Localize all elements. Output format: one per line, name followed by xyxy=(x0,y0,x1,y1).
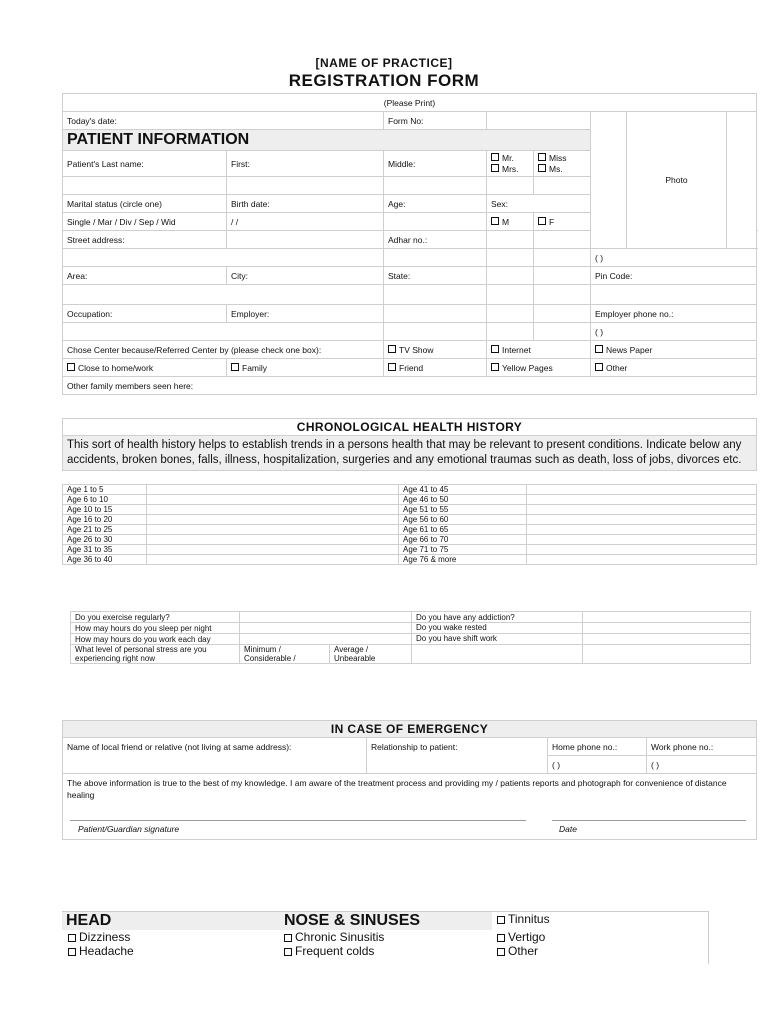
area-label[interactable]: Area: xyxy=(63,267,227,285)
marital-label: Marital status (circle one) xyxy=(63,195,227,213)
news-option[interactable]: News Paper xyxy=(591,341,757,359)
home-phone-field[interactable]: ( ) xyxy=(591,249,757,267)
age-field[interactable] xyxy=(527,525,757,535)
addiction-question: Do you have any addiction? xyxy=(412,612,583,623)
head-title: HEAD xyxy=(62,912,280,930)
friend-name-label[interactable]: Name of local friend or relative (not living at same address): xyxy=(63,738,367,774)
chose-center-label: Chose Center because/Referred Center by (please check one box): xyxy=(63,341,384,359)
chronic-sinusitis-option[interactable]: Chronic Sinusitis xyxy=(280,930,492,944)
first-name-label[interactable]: First: xyxy=(227,151,384,177)
shift-answer[interactable] xyxy=(583,634,751,645)
age-field[interactable] xyxy=(147,505,399,515)
age-field[interactable] xyxy=(527,485,757,495)
age-label: Age 56 to 60 xyxy=(399,515,527,525)
photo-margin xyxy=(591,112,627,249)
title-options-1[interactable]: Mr. Mrs. xyxy=(487,151,534,177)
stress-option-1[interactable]: Minimum / Considerable / xyxy=(240,645,330,664)
close-home-option[interactable]: Close to home/work xyxy=(63,359,227,377)
emergency-title: IN CASE OF EMERGENCY xyxy=(63,721,757,738)
age-label: Age 46 to 50 xyxy=(399,495,527,505)
work-question: How may hours do you work each day xyxy=(71,634,240,645)
nose-section xyxy=(280,912,492,958)
sex-label: Sex: xyxy=(487,195,591,213)
stress-question: What level of personal stress are you experiencing right now xyxy=(71,645,240,664)
other-option[interactable]: Other xyxy=(591,359,757,377)
sleep-answer[interactable] xyxy=(240,623,412,634)
employer-label[interactable]: Employer: xyxy=(227,305,384,323)
form-no-label[interactable]: Form No: xyxy=(384,112,487,130)
other-symptom-option[interactable]: Other xyxy=(497,944,707,958)
family-option[interactable]: Family xyxy=(227,359,384,377)
blank-cell[interactable] xyxy=(63,177,227,195)
mrs-checkbox[interactable] xyxy=(491,164,499,172)
age-field[interactable] xyxy=(527,535,757,545)
dizziness-option[interactable]: Dizziness xyxy=(62,930,280,944)
chronic-sinusitis-checkbox[interactable] xyxy=(284,934,292,942)
patient-info-heading: PATIENT INFORMATION xyxy=(63,130,591,151)
history-table xyxy=(62,418,757,471)
other-symptom-checkbox[interactable] xyxy=(497,948,505,956)
family-checkbox[interactable] xyxy=(231,363,239,371)
age-label: Age 76 & more xyxy=(399,555,527,565)
emergency-work-phone-label: Work phone no.: xyxy=(647,738,757,756)
yellow-pages-option[interactable]: Yellow Pages xyxy=(487,359,591,377)
declaration-text: The above information is true to the best of my knowledge. I am aware of the treatment process and providing my / patients reports and photograph for convenience of distance healing xyxy=(67,778,727,800)
emergency-table xyxy=(62,720,757,840)
employer-phone-label[interactable]: Employer phone no.: xyxy=(591,305,757,323)
emergency-home-phone-field[interactable]: ( ) xyxy=(548,756,647,774)
state-label[interactable]: State: xyxy=(384,267,487,285)
age-field[interactable] xyxy=(147,555,399,565)
nose-title: NOSE & SINUSES xyxy=(280,912,492,930)
sex-f-option[interactable]: F xyxy=(534,213,591,231)
frequent-colds-checkbox[interactable] xyxy=(284,948,292,956)
print-note: (Please Print) xyxy=(63,94,757,112)
age-field[interactable] xyxy=(527,505,757,515)
age-label: Age 71 to 75 xyxy=(399,545,527,555)
tinnitus-checkbox[interactable] xyxy=(497,916,505,924)
photo-right-margin xyxy=(727,112,757,249)
sex-f-checkbox[interactable] xyxy=(538,217,546,225)
history-title: CHRONOLOGICAL HEALTH HISTORY xyxy=(63,419,757,436)
age-field[interactable] xyxy=(147,535,399,545)
miss-checkbox[interactable] xyxy=(538,153,546,161)
middle-name-label[interactable]: Middle: xyxy=(384,151,487,177)
vertigo-option[interactable]: Vertigo xyxy=(497,930,707,944)
birth-date-label[interactable]: Birth date: xyxy=(227,195,384,213)
friend-checkbox[interactable] xyxy=(388,363,396,371)
form-no-field[interactable] xyxy=(487,112,591,130)
frequent-colds-option[interactable]: Frequent colds xyxy=(280,944,492,958)
photo-label: Photo xyxy=(665,175,688,185)
pin-code-label[interactable]: Pin Code: xyxy=(591,267,757,285)
friend-option[interactable]: Friend xyxy=(384,359,487,377)
ms-checkbox[interactable] xyxy=(538,164,546,172)
age-grid xyxy=(62,484,757,565)
age-label: Age 41 to 45 xyxy=(399,485,527,495)
internet-checkbox[interactable] xyxy=(491,345,499,353)
internet-option[interactable]: Internet xyxy=(487,341,591,359)
sex-m-checkbox[interactable] xyxy=(491,217,499,225)
date-line[interactable] xyxy=(552,820,746,821)
history-description: This sort of health history helps to establish trends in a persons health that may be relevant to present conditions. Indicate below any accidents, broken bones, falls, illness, hospitalization, surgeries and any emotional traumas such as death, loss of jobs, divorces etc. xyxy=(63,436,757,471)
age-field[interactable] xyxy=(147,495,399,505)
age-field[interactable] xyxy=(527,515,757,525)
news-checkbox[interactable] xyxy=(595,345,603,353)
marital-options[interactable]: Single / Mar / Div / Sep / Wid xyxy=(63,213,227,231)
occupation-label[interactable]: Occupation: xyxy=(63,305,227,323)
tinnitus-option[interactable]: Tinnitus xyxy=(497,912,707,930)
date-label: Date xyxy=(559,824,577,834)
patient-info-table xyxy=(62,93,757,395)
yellow-pages-checkbox[interactable] xyxy=(491,363,499,371)
birth-date-field[interactable]: / / xyxy=(227,213,384,231)
headache-checkbox[interactable] xyxy=(68,948,76,956)
sex-m-option[interactable]: M xyxy=(487,213,534,231)
dizziness-checkbox[interactable] xyxy=(68,934,76,942)
tv-checkbox[interactable] xyxy=(388,345,396,353)
photo-box[interactable] xyxy=(627,112,727,249)
city-label[interactable]: City: xyxy=(227,267,384,285)
title-options-2[interactable]: Miss Ms. xyxy=(534,151,591,177)
signature-label: Patient/Guardian signature xyxy=(78,824,180,834)
other-checkbox[interactable] xyxy=(595,363,603,371)
head-section xyxy=(62,912,280,958)
addiction-answer[interactable] xyxy=(583,612,751,623)
employer-phone-field[interactable]: ( ) xyxy=(591,323,757,341)
age-label: Age 66 to 70 xyxy=(399,535,527,545)
age-label: Age 10 to 15 xyxy=(63,505,147,515)
age-label: Age 16 to 20 xyxy=(63,515,147,525)
age-label: Age 51 to 55 xyxy=(399,505,527,515)
practice-name: [NAME OF PRACTICE] xyxy=(315,56,453,70)
other-family-label[interactable]: Other family members seen here: xyxy=(63,377,757,395)
work-answer[interactable] xyxy=(240,634,412,645)
age-label: Age 21 to 25 xyxy=(63,525,147,535)
close-home-checkbox[interactable] xyxy=(67,363,75,371)
sleep-question: How may hours do you sleep per night xyxy=(71,623,240,634)
age-field[interactable] xyxy=(527,555,757,565)
relationship-label[interactable]: Relationship to patient: xyxy=(367,738,548,774)
headache-option[interactable]: Headache xyxy=(62,944,280,958)
age-field[interactable] xyxy=(527,495,757,505)
age-field[interactable] xyxy=(147,485,399,495)
age-field[interactable] xyxy=(147,525,399,535)
age-label: Age 6 to 10 xyxy=(63,495,147,505)
form-title: REGISTRATION FORM xyxy=(288,71,480,90)
age-label: Age 1 to 5 xyxy=(63,485,147,495)
wake-question: Do you wake rested xyxy=(412,623,583,634)
emergency-home-phone-label: Home phone no.: xyxy=(548,738,647,756)
vertigo-checkbox[interactable] xyxy=(497,934,505,942)
lifestyle-table xyxy=(70,611,751,664)
age-field[interactable] xyxy=(527,545,757,555)
age-label: Age 61 to 65 xyxy=(399,525,527,535)
emergency-work-phone-field[interactable]: ( ) xyxy=(647,756,757,774)
stress-option-2[interactable]: Average / Unbearable xyxy=(330,645,412,664)
ear-section xyxy=(497,912,707,958)
wake-answer[interactable] xyxy=(583,623,751,634)
signature-line[interactable] xyxy=(70,820,526,821)
exercise-question: Do you exercise regularly? xyxy=(71,612,240,623)
age-label[interactable]: Age: xyxy=(384,195,487,213)
age-field[interactable] xyxy=(384,213,487,231)
mr-checkbox[interactable] xyxy=(491,153,499,161)
todays-date-label[interactable]: Today's date: xyxy=(63,112,384,130)
age-label: Age 26 to 30 xyxy=(63,535,147,545)
last-name-label[interactable]: Patient's Last name: xyxy=(63,151,227,177)
age-label: Age 31 to 35 xyxy=(63,545,147,555)
tv-option[interactable]: TV Show xyxy=(384,341,487,359)
age-field[interactable] xyxy=(147,515,399,525)
street-label[interactable]: Street address: xyxy=(63,231,227,249)
adhar-label[interactable]: Adhar no.: xyxy=(384,231,487,249)
exercise-answer[interactable] xyxy=(240,612,412,623)
age-label: Age 36 to 40 xyxy=(63,555,147,565)
age-field[interactable] xyxy=(147,545,399,555)
shift-question: Do you have shift work xyxy=(412,634,583,645)
